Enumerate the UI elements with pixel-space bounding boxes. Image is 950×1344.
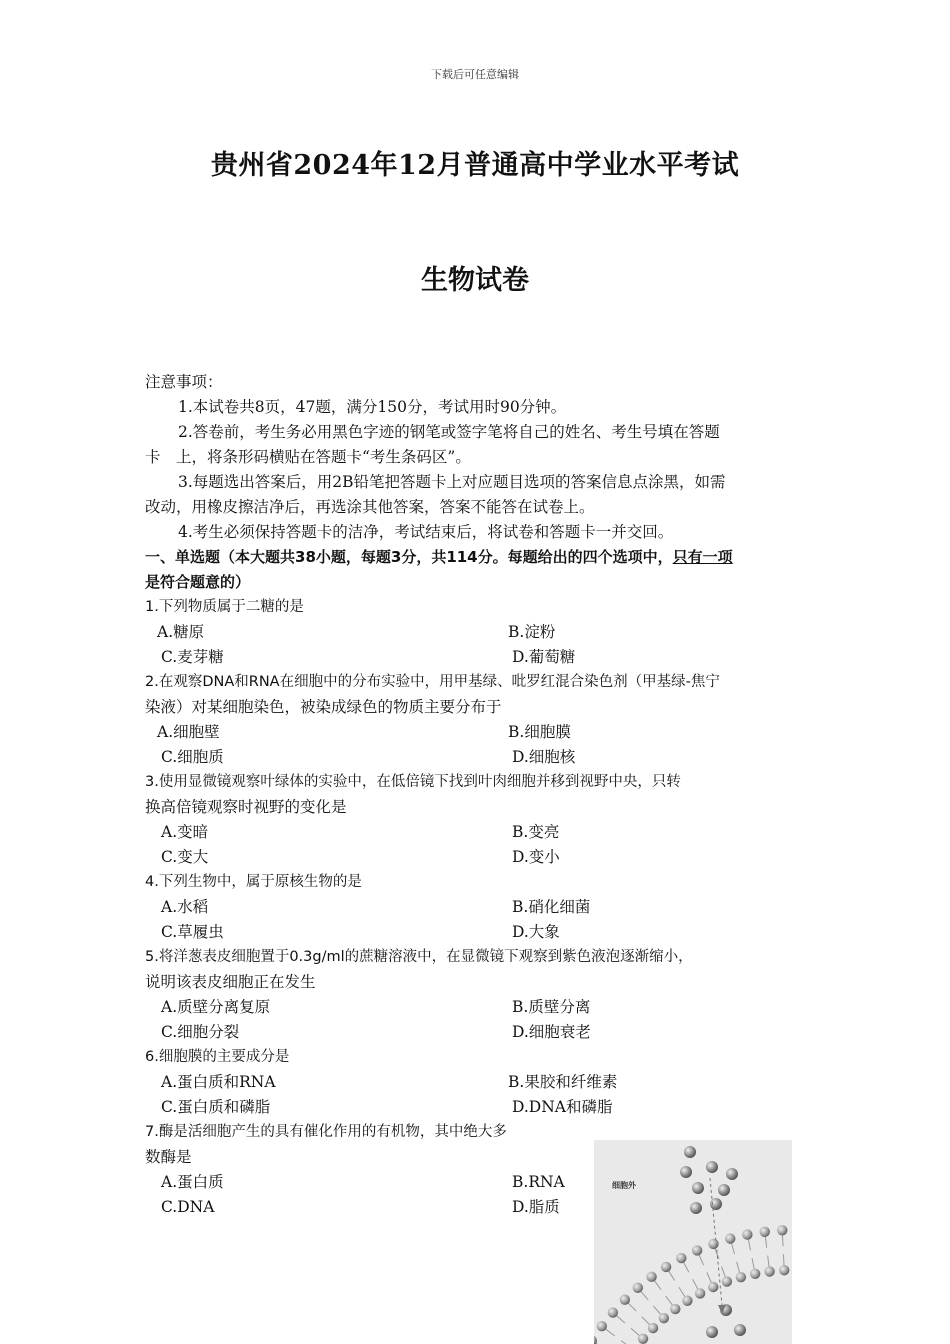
phospholipid-head: [676, 1253, 686, 1263]
option-d: D.脂质: [512, 1198, 560, 1216]
phospholipid-head: [648, 1323, 658, 1333]
option-c: C.麦芽糖: [161, 648, 224, 666]
section-heading-emphasis: 只有一项: [672, 548, 733, 566]
question-stem-continued: 染液）对某细胞染色，被染成绿色的物质主要分布于: [145, 698, 502, 716]
option-a: A.糖原: [157, 623, 205, 641]
options-row: [145, 845, 810, 870]
question-2: [145, 670, 810, 770]
question-stem: 7.酶是活细胞产生的具有催化作用的有机物，其中绝大多: [145, 1124, 507, 1140]
option-a: A.细胞壁: [157, 723, 220, 741]
question-1: [145, 595, 810, 670]
phospholipid-head: [695, 1288, 705, 1298]
question-5: [145, 945, 810, 1045]
options-row: [145, 645, 810, 670]
option-b: B.变亮: [512, 823, 560, 841]
solute-molecule: [734, 1324, 746, 1336]
option-a: A.水稻: [161, 898, 209, 916]
phospholipid-head: [692, 1245, 702, 1255]
section-heading-continued: 是符合题意的）: [145, 573, 251, 591]
options-row: [145, 720, 810, 745]
solute-molecule: [706, 1161, 718, 1173]
question-6: [145, 1045, 810, 1120]
option-d: D.DNA和磷脂: [512, 1098, 613, 1116]
option-b: B.果胶和纤维素: [508, 1073, 618, 1091]
cell-membrane-figure: [594, 1140, 792, 1344]
phospholipid-head: [620, 1295, 630, 1305]
option-d: D.细胞核: [512, 748, 576, 766]
option-c: C.变大: [161, 848, 209, 866]
question-stem-continued: 数酶是: [145, 1148, 192, 1166]
option-b: B.RNA: [512, 1173, 565, 1191]
phospholipid-head: [760, 1227, 770, 1237]
figure-label-outside: 细胞外: [612, 1181, 636, 1190]
notice-item: 2.答卷前，考生务必用黑色字迹的钢笔或签字笔将自己的姓名、考生号填在答题: [178, 423, 720, 441]
phospholipid-head: [779, 1265, 789, 1275]
phospholipid-head: [708, 1239, 718, 1249]
phospholipid-head: [646, 1272, 656, 1282]
question-stem: 2.在观察DNA和RNA在细胞中的分布实验中，用甲基绿、吡罗红混合染色剂（甲基绿-焦宁: [145, 674, 720, 690]
options-row: [145, 895, 810, 920]
options-row: [145, 820, 810, 845]
phospholipid-head: [722, 1276, 732, 1286]
option-c: C.蛋白质和磷脂: [161, 1098, 271, 1116]
question-stem: 6.细胞膜的主要成分是: [145, 1049, 290, 1065]
phospholipid-head: [638, 1334, 648, 1344]
question-3: [145, 770, 810, 870]
options-row: [145, 1070, 810, 1095]
solute-molecule: [706, 1326, 718, 1338]
question-stem: 4.下列生物中，属于原核生物的是: [145, 874, 362, 890]
option-d: D.大象: [512, 923, 560, 941]
option-d: D.葡萄糖: [512, 648, 576, 666]
phospholipid-head: [682, 1296, 692, 1306]
solute-molecule: [692, 1182, 704, 1194]
phospholipid-head: [633, 1283, 643, 1293]
phospholipid-head: [659, 1313, 669, 1323]
phospholipid-head: [736, 1272, 746, 1282]
notice-item-continued: 改动，用橡皮擦洁净后，再选涂其他答案，答案不能答在试卷上。: [145, 498, 595, 516]
question-stem-continued: 换高倍镜观察时视野的变化是: [145, 798, 347, 816]
question-stem-continued: 说明该表皮细胞正在发生: [145, 973, 316, 991]
notice-item: 1.本试卷共8页，47题，满分150分，考试用时90分钟。: [178, 398, 567, 416]
options-row: [145, 995, 810, 1020]
phospholipid-head: [597, 1321, 607, 1331]
notice-item: 4.考生必须保持答题卡的洁净，考试结束后，将试卷和答题卡一并交回。: [178, 523, 674, 541]
option-a: A.蛋白质: [161, 1173, 224, 1191]
question-stem: 3.使用显微镜观察叶绿体的实验中，在低倍镜下找到叶肉细胞并移到视野中央，只转: [145, 774, 681, 790]
exam-title: 贵州省2024年12月普通高中学业水平考试: [210, 150, 740, 181]
notice-item: 3.每题选出答案后，用2B铅笔把答题卡上对应题目选项的答案信息点涂黑，如需: [178, 473, 726, 491]
option-d: D.变小: [512, 848, 560, 866]
solute-molecule: [684, 1146, 696, 1158]
section-heading-text: 一、单选题（本大题共38小题，每题3分，共114分。每题给出的四个选项中，: [145, 548, 673, 566]
option-a: A.变暗: [161, 823, 209, 841]
exam-subtitle: 生物试卷: [421, 265, 529, 296]
phospholipid-head: [742, 1229, 752, 1239]
solute-molecule: [680, 1166, 692, 1178]
phospholipid-head: [725, 1233, 735, 1243]
option-b: B.硝化细菌: [512, 898, 591, 916]
options-row: [145, 745, 810, 770]
option-b: B.细胞膜: [508, 723, 571, 741]
solute-molecule: [690, 1202, 702, 1214]
membrane-diagram: [594, 1140, 792, 1344]
options-row: [145, 1095, 810, 1120]
option-b: B.质壁分离: [512, 998, 591, 1016]
section-heading: [145, 545, 810, 570]
figure-background: [594, 1140, 792, 1344]
options-row: [145, 1020, 810, 1045]
phospholipid-head: [764, 1266, 774, 1276]
exam-body: [145, 370, 810, 1220]
phospholipid-head: [661, 1262, 671, 1272]
notice-heading: 注意事项：: [145, 373, 223, 391]
header-note: 下载后可任意编辑: [431, 68, 519, 81]
phospholipid-head: [670, 1304, 680, 1314]
option-c: C.细胞分裂: [161, 1023, 240, 1041]
question-stem: 5.将洋葱表皮细胞置于0.3g/ml的蔗糖溶液中，在显微镜下观察到紫色液泡逐渐缩小，: [145, 949, 693, 965]
phospholipid-head: [777, 1225, 787, 1235]
solute-molecule: [710, 1198, 722, 1210]
option-d: D.细胞衰老: [512, 1023, 591, 1041]
solute-molecule: [718, 1184, 730, 1196]
options-row: [145, 920, 810, 945]
question-stem: 1.下列物质属于二糖的是: [145, 599, 304, 615]
option-c: C.DNA: [161, 1198, 215, 1216]
solute-molecule: [726, 1168, 738, 1180]
phospholipid-head: [708, 1282, 718, 1292]
notice-item-continued: 卡 上，将条形码横贴在答题卡“考生条码区”。: [145, 448, 471, 466]
option-c: C.草履虫: [161, 923, 224, 941]
phospholipid-head: [750, 1269, 760, 1279]
options-row: [145, 620, 810, 645]
option-a: A.质壁分离复原: [161, 998, 271, 1016]
option-a: A.蛋白质和RNA: [161, 1073, 276, 1091]
question-4: [145, 870, 810, 945]
phospholipid-head: [608, 1307, 618, 1317]
option-b: B.淀粉: [508, 623, 556, 641]
option-c: C.细胞质: [161, 748, 224, 766]
